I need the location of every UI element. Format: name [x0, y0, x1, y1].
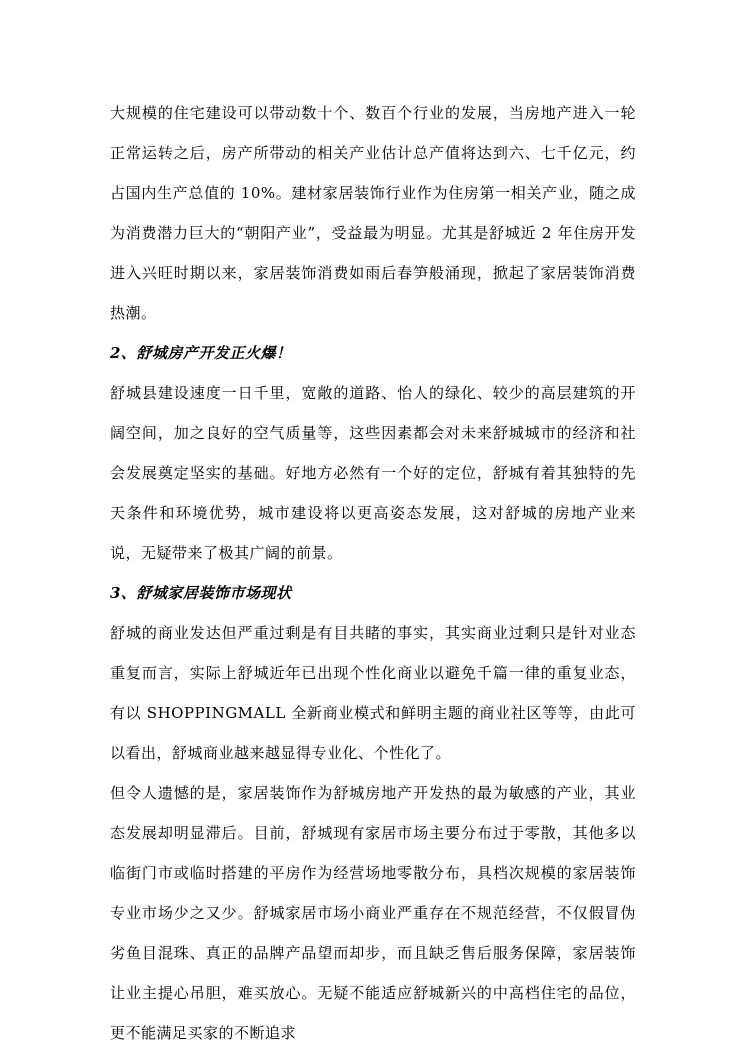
section-heading-home-decoration-market: 3、舒城家居装饰市场现状 — [110, 584, 292, 602]
paragraph-city-development: 舒城县建设速度一日千里，宽敞的道路、怡人的绿化、较少的高层建筑的开阔空间，加之良好的空气质量等，这些因素都会对未来舒城城市的经济和社会发展奠定坚实的基础。好地方必然有一个好的定位，舒城有着其独特的先天条件和环境优势，城市建设将以更高姿态发展，这对舒城的房地产业来说，无疑带来了极其广阔的前景。 — [110, 384, 636, 562]
paragraph-commerce-status: 舒城的商业发达但严重过剩是有目共睹的事实，其实商业过剩只是针对业态重复而言，实际上舒城近年已出现个性化商业以避免千篇一律的重复业态，有以 SHOPPINGMALL 全新商业模式和鲜明主题的商业社区等等，由此可以看出，舒城商业越来越显得专业化、个性化了。 — [110, 624, 636, 762]
paragraph-market-problems: 但令人遗憾的是，家居装饰作为舒城房地产开发热的最为敏感的产业，其业态发展却明显滞后。目前，舒城现有家居市场主要分布过于零散，其他多以临街门市或临时搭建的平房作为经营场地零散分布，具档次规模的家居装饰专业市场少之又少。舒城家居市场小商业严重存在不规范经营，不仅假冒伪劣鱼目混珠、真正的品牌产品望而却步，而且缺乏售后服务保障，家居装饰让业主提心吊胆，难买放心。无疑不能适应舒城新兴的中高档住宅的品位，更不能满足买家的不断追求 — [110, 784, 636, 1042]
section-heading-real-estate-boom: 2、舒城房产开发正火爆！ — [110, 344, 292, 362]
paragraph-industry-growth: 大规模的住宅建设可以带动数十个、数百个行业的发展，当房地产进入一轮正常运转之后，房产所带动的相关产业估计总产值将达到六、七千亿元，约占国内生产总值的 10%。建材家居装饰行业作为住房第一相关产业，随之成为消费潜力巨大的“朝阳产业”，受益最为明显。尤其是舒城近 2 年住房开发进入兴旺时期以来，家居装饰消费如雨后春笋般涌现，掀起了家居装饰消费热潮。 — [110, 104, 636, 322]
